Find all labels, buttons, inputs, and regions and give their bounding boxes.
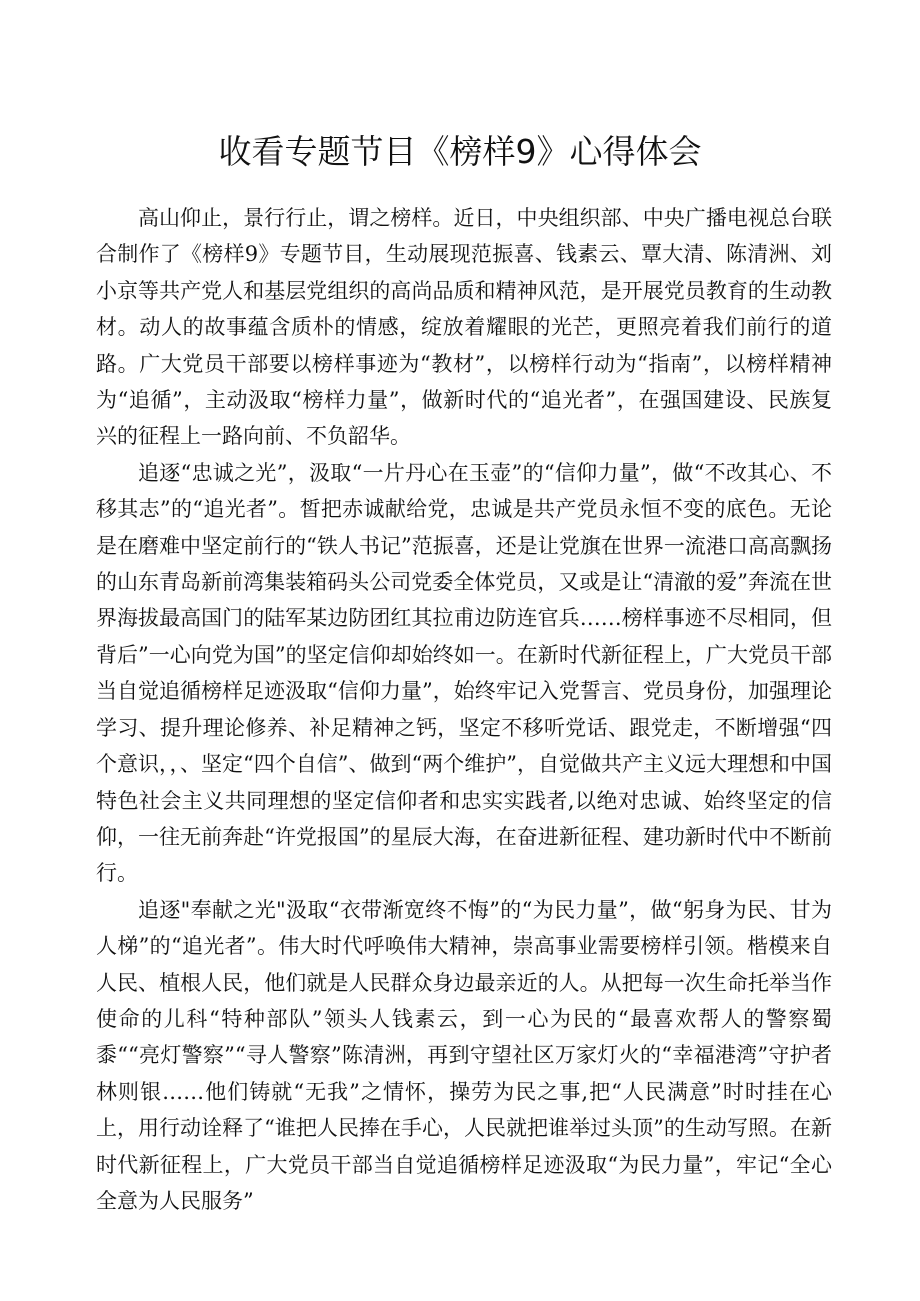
paragraph-2: 追逐“忠诚之光”，汲取“一片丹心在玉壶”的“信仰力量”，做“不改其心、不移其志”的“追光者”。皙把赤诚献给党，忠诚是共产党员永恒不变的底色。无论是在磨难中坚定前行的“铁人书记”范振喜，还是让党旗在世界一流港口高高飘扬的山东青岛新前湾集装箱码头公司党委全体党员，又或是让“清澈的爱”奔流在世界海拔最高国门的陆军某边防团红其拉甫边防连官兵……榜样事迹不尽相同，但背后”一心向党为国”的坚定信仰却始终如一。在新时代新征程上，广大党员干部当自觉追循榜样足迹汲取“信仰力量”，始终牢记入党誓言、党员身份，加强理论学习、提升理论修养、补足精神之钙，坚定不移听党话、跟党走，不断增强“四个意识，，、坚定“四个自信”、做到“两个维护”，自觉做共产主义远大理想和中国特色社会主义共同理想的坚定信仰者和忠实实践者,以绝对忠诚、始终坚定的信仰，一往无前奔赴“许党报国”的星辰大海，在奋进新征程、建功新时代中不断前行。 <box>96 460 832 886</box>
paragraph-3: 追逐"奉献之光"汲取“衣带渐宽终不悔”的“为民力量”，做“躬身为民、甘为人梯”的“追光者”。伟大时代呼唤伟大精神，崇高事业需要榜样引领。楷模来自人民、植根人民，他们就是人民群众身边最亲近的人。从把每一次生命托举当作使命的儿科“特种部队”领头人钱素云，到一心为民的“最喜欢帮人的警察蜀黍““亮灯警察”“寻人警察”陈清洲，再到守望社区万家灯火的“幸福港湾”守护者林则银……他们铸就“无我”之情怀，操劳为民之事,把“人民满意”时时挂在心上，用行动诠释了“谁把人民捧在手心，人民就把谁举过头顶”的生动写照。在新时代新征程上，广大党员干部当自觉追循榜样足迹汲取“为民力量”，牢记“全心全意为人民服务” <box>96 897 832 1213</box>
document-title: 收看专题节目《榜样9》心得体会 <box>218 132 702 171</box>
document-body <box>96 200 832 1219</box>
paragraph-1: 高山仰止，景行行止，谓之榜样。近日，中央组织部、中央广播电视总台联合制作了《榜样9》专题节目，生动展现范振喜、钱素云、覃大清、陈清洲、刘小京等共产党人和基层党组织的高尚品质和精神风范，是开展党员教育的生动教材。动人的故事蕴含质朴的情感，绽放着耀眼的光芒，更照亮着我们前行的道路。广大党员干部要以榜样事迹为“教材”，以榜样行动为“指南”，以榜样精神为“追循”，主动汲取“榜样力量”，做新时代的“追光者”，在强国建设、民族复兴的征程上一路向前、不负韶华。 <box>96 206 832 449</box>
